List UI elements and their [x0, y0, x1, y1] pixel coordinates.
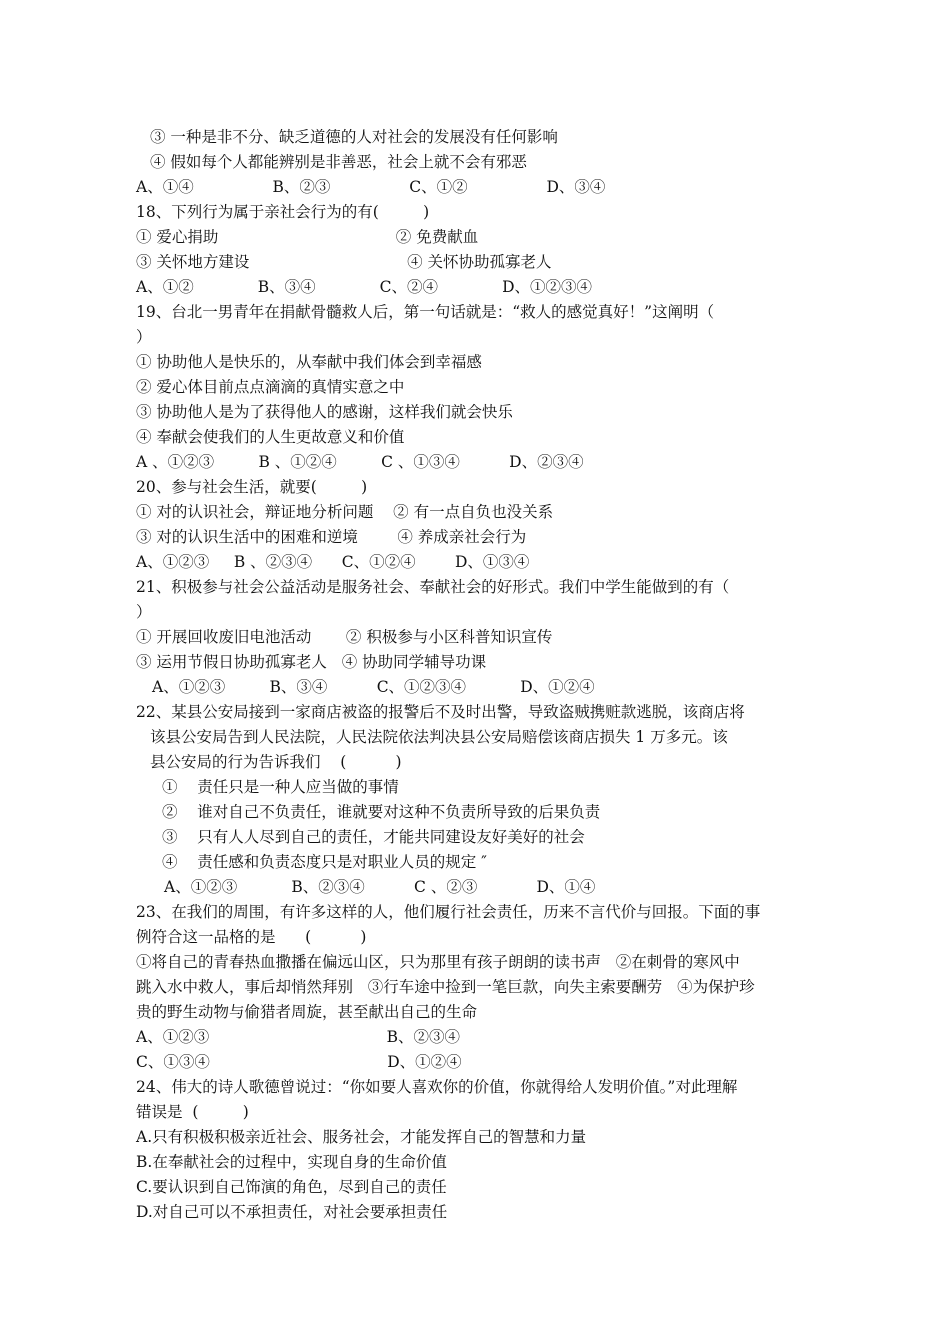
q19-statement-3: ③ 协助他人是为了获得他人的感谢，这样我们就会快乐 [136, 403, 513, 421]
q22-options: A、①②③ B、②③④ C 、②③ D、①④ [164, 878, 596, 896]
q22-stem-line-1: 22、某县公安局接到一家商店被盗的报警后不及时出警，导致盗贼携赃款逃脱，该商店将 [136, 703, 745, 721]
q17-statement-3: ③ 一种是非不分、缺乏道德的人对社会的发展没有任何影响 [150, 128, 558, 146]
q18-stem: 18、下列行为属于亲社会行为的有( ) [136, 203, 430, 221]
q23-stem-line-1: 23、在我们的周围，有许多这样的人，他们履行社会责任，历来不言代价与回报。下面的事 [136, 903, 761, 921]
q20-options: A、①②③ B 、②③④ C、①②④ D、①③④ [136, 553, 530, 571]
q17-statement-4: ④ 假如每个人都能辨别是非善恶，社会上就不会有邪恶 [150, 153, 527, 171]
q18-statements-1-2: ① 爱心捐助 ② 免费献血 [136, 228, 479, 246]
q22-statement-3: ③ 只有人人尽到自己的责任，才能共同建设友好美好的社会 [162, 828, 585, 846]
q21-statements-3-4: ③ 运用节假日协助孤寡老人 ④ 协助同学辅导功课 [136, 653, 487, 671]
q19-statement-2: ② 爱心体目前点点滴滴的真情实意之中 [136, 378, 405, 396]
q23-statements-line-3: 贵的野生动物与偷猎者周旋，甚至献出自己的生命 [136, 1003, 478, 1021]
q23-statements-line-2: 跳入水中救人，事后却悄然拜别 ③行车途中捡到一笔巨款，向失主索要酬劳 ④为保护珍 [136, 978, 755, 996]
q21-stem-end: ） [136, 603, 152, 621]
q19-statement-1: ① 协助他人是快乐的，从奉献中我们体会到幸福感 [136, 353, 482, 371]
q19-stem: 19、台北一男青年在捐献骨髓救人后，第一句话就是：“救人的感觉真好！”这阐明（ [136, 303, 715, 321]
q18-options: A、①② B、③④ C、②④ D、①②③④ [136, 278, 593, 296]
q24-stem-line-2: 错误是 ( ) [136, 1103, 249, 1121]
q21-options: A、①②③ B、③④ C、①②③④ D、①②④ [152, 678, 595, 696]
q24-option-d: D.对自己可以不承担责任，对社会要承担责任 [136, 1203, 448, 1221]
q22-statement-1: ① 责任只是一种人应当做的事情 [162, 778, 399, 796]
q18-statements-3-4: ③ 关怀地方建设 ④ 关怀协助孤寡老人 [136, 253, 552, 271]
q20-statements-3-4: ③ 对的认识生活中的困难和逆境 ④ 养成亲社会行为 [136, 528, 527, 546]
q21-stem: 21、积极参与社会公益活动是服务社会、奉献社会的好形式。我们中学生能做到的有（ [136, 578, 730, 596]
q19-statement-4: ④ 奉献会使我们的人生更故意义和价值 [136, 428, 405, 446]
q23-statements-line-1: ①将自己的青春热血撒播在偏远山区，只为那里有孩子朗朗的读书声 ②在刺骨的寒风中 [136, 953, 740, 971]
q20-stem: 20、参与社会生活，就要( ) [136, 478, 368, 496]
q23-options-a-b: A、①②③ B、②③④ [136, 1028, 460, 1046]
q22-statement-4: ④ 责任感和负责态度只是对职业人员的规定 ″ [162, 853, 487, 871]
q21-statements-1-2: ① 开展回收废旧电池活动 ② 积极参与小区科普知识宣传 [136, 628, 553, 646]
q24-stem-line-1: 24、伟大的诗人歌德曾说过：“你如要人喜欢你的价值，你就得给人发明价值。”对此理解 [136, 1078, 738, 1096]
q19-options: A 、①②③ B 、①②④ C 、①③④ D、②③④ [136, 453, 584, 471]
q17-options: A、①④ B、②③ C、①② D、③④ [136, 178, 606, 196]
q19-stem-end: ） [136, 328, 152, 346]
q24-option-c: C.要认识到自己饰演的角色，尽到自己的责任 [136, 1178, 447, 1196]
q24-option-b: B.在奉献社会的过程中，实现自身的生命价值 [136, 1153, 447, 1171]
q20-statements-1-2: ① 对的认识社会，辩证地分析问题 ② 有一点自负也没关系 [136, 503, 554, 521]
q23-stem-line-2: 例符合这一品格的是 ( ) [136, 928, 367, 946]
q22-stem-line-2: 该县公安局告到人民法院，人民法院依法判决县公安局赔偿该商店损失 1 万多元。该 [150, 728, 728, 746]
q22-stem-line-3: 县公安局的行为告诉我们 ( ) [150, 753, 402, 771]
q23-options-c-d: C、①③④ D、①②④ [136, 1053, 462, 1071]
q24-option-a: A.只有积极积极亲近社会、服务社会，才能发挥自己的智慧和力量 [136, 1128, 587, 1146]
q22-statement-2: ② 谁对自己不负责任，谁就要对这种不负责所导致的后果负责 [162, 803, 601, 821]
